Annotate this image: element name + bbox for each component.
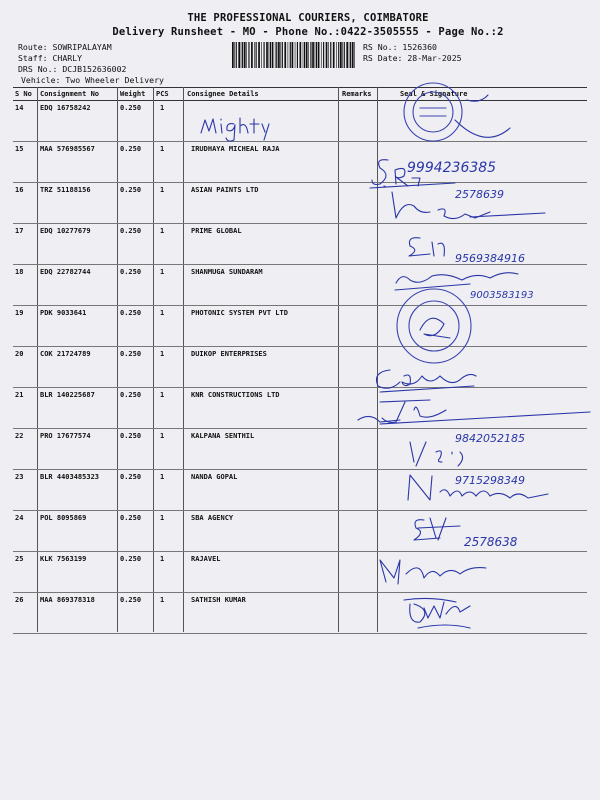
header-bottom-rule [13,100,587,101]
cell-pcs: 1 [160,186,165,194]
barcode-bar [270,42,271,68]
barcode-bar [318,42,320,68]
row-divider [13,469,587,470]
cell-consignment: PDK 9033641 [40,309,87,317]
row-divider [13,633,587,634]
signature-row20 [377,370,477,392]
signature-row17 [409,238,444,256]
barcode-image [232,42,356,68]
barcode-bar [272,42,274,68]
cell-sno: 26 [15,596,24,604]
cell-weight: 0.250 [120,555,142,563]
vehicle-label: Vehicle: Two Wheeler Delivery [21,75,164,85]
barcode-bar [336,42,337,68]
cell-sno: 14 [15,104,24,112]
barcode-bar [238,42,240,68]
cell-consignment: BLR 140225687 [40,391,95,399]
barcode-bar [340,42,342,68]
cell-pcs: 1 [160,227,165,235]
barcode-bar [346,42,348,68]
barcode-bar [315,42,316,68]
signature-row24 [414,518,460,540]
route-label: Route: SOWRIPALAYAM [18,42,112,52]
col-header-remarks: Remarks [342,90,372,98]
cell-consignment: PRO 17677574 [40,432,91,440]
barcode-bar [248,42,249,68]
cell-consignee: RAJAVEL [191,555,221,563]
barcode-bar [278,42,280,68]
cell-weight: 0.250 [120,145,142,153]
cell-consignment: MAA 869378318 [40,596,95,604]
barcode-bar [338,42,339,68]
barcode-bar [282,42,283,68]
barcode-bar [306,42,308,68]
barcode-bar [288,42,289,68]
barcode-bar [251,42,253,68]
phone-row15: 9994236385 [407,160,497,176]
barcode-bar [290,42,291,68]
cell-consignee: SATHISH KUMAR [191,596,246,604]
barcode-bar [242,42,243,68]
row-divider [13,428,587,429]
cell-pcs: 1 [160,514,165,522]
cell-pcs: 1 [160,350,165,358]
barcode-bar [276,42,277,68]
cell-consignee: KALPANA SENTHIL [191,432,255,440]
cell-consignment: EDQ 16758242 [40,104,91,112]
cell-consignee: SHANMUGA SUNDARAM [191,268,263,276]
phone-row23: 9715298349 [455,474,525,487]
barcode-bar [275,42,276,68]
cell-sno: 22 [15,432,24,440]
cell-consignee: PRIME GLOBAL [191,227,242,235]
col-header-consignee: Consignee Details [187,90,259,98]
col-header-seal: Seal & Signature [400,90,468,98]
col-header-sno: S No [15,90,32,98]
barcode-bar [261,42,262,68]
cell-consignment: TRZ 51188156 [40,186,91,194]
barcode-bar [244,42,246,68]
barcode-bar [254,42,255,68]
cell-consignment: POL 8095869 [40,514,87,522]
barcode-bar [333,42,335,68]
barcode-bar [323,42,324,68]
cell-consignee: ASIAN PAINTS LTD [191,186,259,194]
cell-consignment: KLK 7563199 [40,555,87,563]
cell-sno: 18 [15,268,24,276]
signature-row25 [380,560,486,584]
cell-sno: 15 [15,145,24,153]
row-divider [13,387,587,388]
row-divider [13,510,587,511]
header-top-rule [13,87,587,88]
cell-pcs: 1 [160,473,165,481]
barcode-bar [312,42,314,68]
col-header-pcs: PCS [156,90,169,98]
cell-weight: 0.250 [120,391,142,399]
barcode-bar [316,42,317,68]
cell-weight: 0.250 [120,268,142,276]
cell-sno: 25 [15,555,24,563]
barcode-bar [303,42,304,68]
barcode-bar [264,42,265,68]
signature-row18 [395,273,518,290]
company-title: THE PROFESSIONAL COURIERS, COIMBATORE [187,12,429,24]
row-divider [13,592,587,593]
cell-weight: 0.250 [120,186,142,194]
cell-weight: 0.250 [120,227,142,235]
cell-pcs: 1 [160,268,165,276]
drs-number: DRS No.: DCJB152636002 [18,64,127,74]
row-divider [13,305,587,306]
col-header-consignment: Consignment No [40,90,100,98]
cell-consignee: SBA AGENCY [191,514,234,522]
staff-label: Staff: CHARLY [18,53,83,63]
barcode-bar [330,42,331,68]
barcode-bar [284,42,286,68]
cell-pcs: 1 [160,432,165,440]
cell-sno: 17 [15,227,24,235]
cell-sno: 19 [15,309,24,317]
cell-pcs: 1 [160,104,165,112]
barcode-bar [321,42,322,68]
signature-row22 [410,442,463,466]
cell-pcs: 1 [160,309,165,317]
barcode-bar [354,42,355,68]
barcode-bar [352,42,354,68]
barcode-bar [304,42,305,68]
barcode-bar [232,42,234,68]
cell-pcs: 1 [160,555,165,563]
signature-row21 [358,400,590,424]
signature-row23 [408,475,548,500]
photonic-stamp [397,289,471,363]
cell-consignment: EDQ 10277679 [40,227,91,235]
cell-pcs: 1 [160,391,165,399]
cell-weight: 0.250 [120,514,142,522]
barcode-bar [292,42,294,68]
cell-weight: 0.250 [120,596,142,604]
phone-row16: 2578639 [455,188,504,201]
cell-sno: 21 [15,391,24,399]
cell-consignee: KNR CONSTRUCTIONS LTD [191,391,280,399]
cell-consignee: PHOTONIC SYSTEM PVT LTD [191,309,288,317]
cell-weight: 0.250 [120,473,142,481]
signature-row26 [404,598,470,628]
barcode-bar [295,42,296,68]
barcode-bar [266,42,268,68]
rs-date: RS Date: 28-Mar-2025 [363,53,462,63]
row-divider [13,223,587,224]
barcode-bar [349,42,350,68]
signature-row15 [370,160,455,188]
barcode-bar [308,42,309,68]
row-divider [13,141,587,142]
cell-consignee: DUIKOP ENTERPRISES [191,350,267,358]
barcode-bar [258,42,260,68]
barcode-bar [246,42,247,68]
barcode-bar [269,42,270,68]
barcode-bar [350,42,351,68]
row-divider [13,182,587,183]
cell-sno: 24 [15,514,24,522]
cell-sno: 23 [15,473,24,481]
phone-row17: 9569384916 [455,252,525,265]
col-header-weight: Weight [120,90,146,98]
cell-consignment: EDQ 22782744 [40,268,91,276]
barcode-bar [344,42,345,68]
barcode-bar [256,42,257,68]
barcode-bar [297,42,298,68]
row-divider [13,346,587,347]
signature-row16 [392,192,545,219]
cell-consignment: BLR 4403485323 [40,473,100,481]
signature-row14 [201,118,269,141]
rs-number: RS No.: 1526360 [363,42,437,52]
cell-consignee: IRUDHAYA MICHEAL RAJA [191,145,280,153]
cell-sno: 20 [15,350,24,358]
barcode-bar [241,42,242,68]
row-divider [13,551,587,552]
barcode-bar [300,42,302,68]
phone-row24: 2578638 [464,535,518,549]
cell-weight: 0.250 [120,432,142,440]
barcode-bar [328,42,329,68]
cell-consignment: MAA 576985567 [40,145,95,153]
cell-pcs: 1 [160,145,165,153]
phone-row18: 9003583193 [470,290,534,301]
cell-weight: 0.250 [120,350,142,358]
cell-consignment: COK 21724789 [40,350,91,358]
cell-consignee: NANDA GOPAL [191,473,238,481]
barcode-bar [280,42,281,68]
phone-row22: 9842052185 [455,432,525,445]
cell-weight: 0.250 [120,104,142,112]
barcode-bar [236,42,237,68]
cell-sno: 16 [15,186,24,194]
cell-pcs: 1 [160,596,165,604]
barcode-bar [326,42,328,68]
row-divider [13,264,587,265]
barcode-bar [234,42,235,68]
runsheet-subtitle: Delivery Runsheet - MO - Phone No.:0422-3505555 - Page No.:2 [112,26,504,38]
barcode-bar [342,42,343,68]
barcode-bar [310,42,311,68]
cell-weight: 0.250 [120,309,142,317]
